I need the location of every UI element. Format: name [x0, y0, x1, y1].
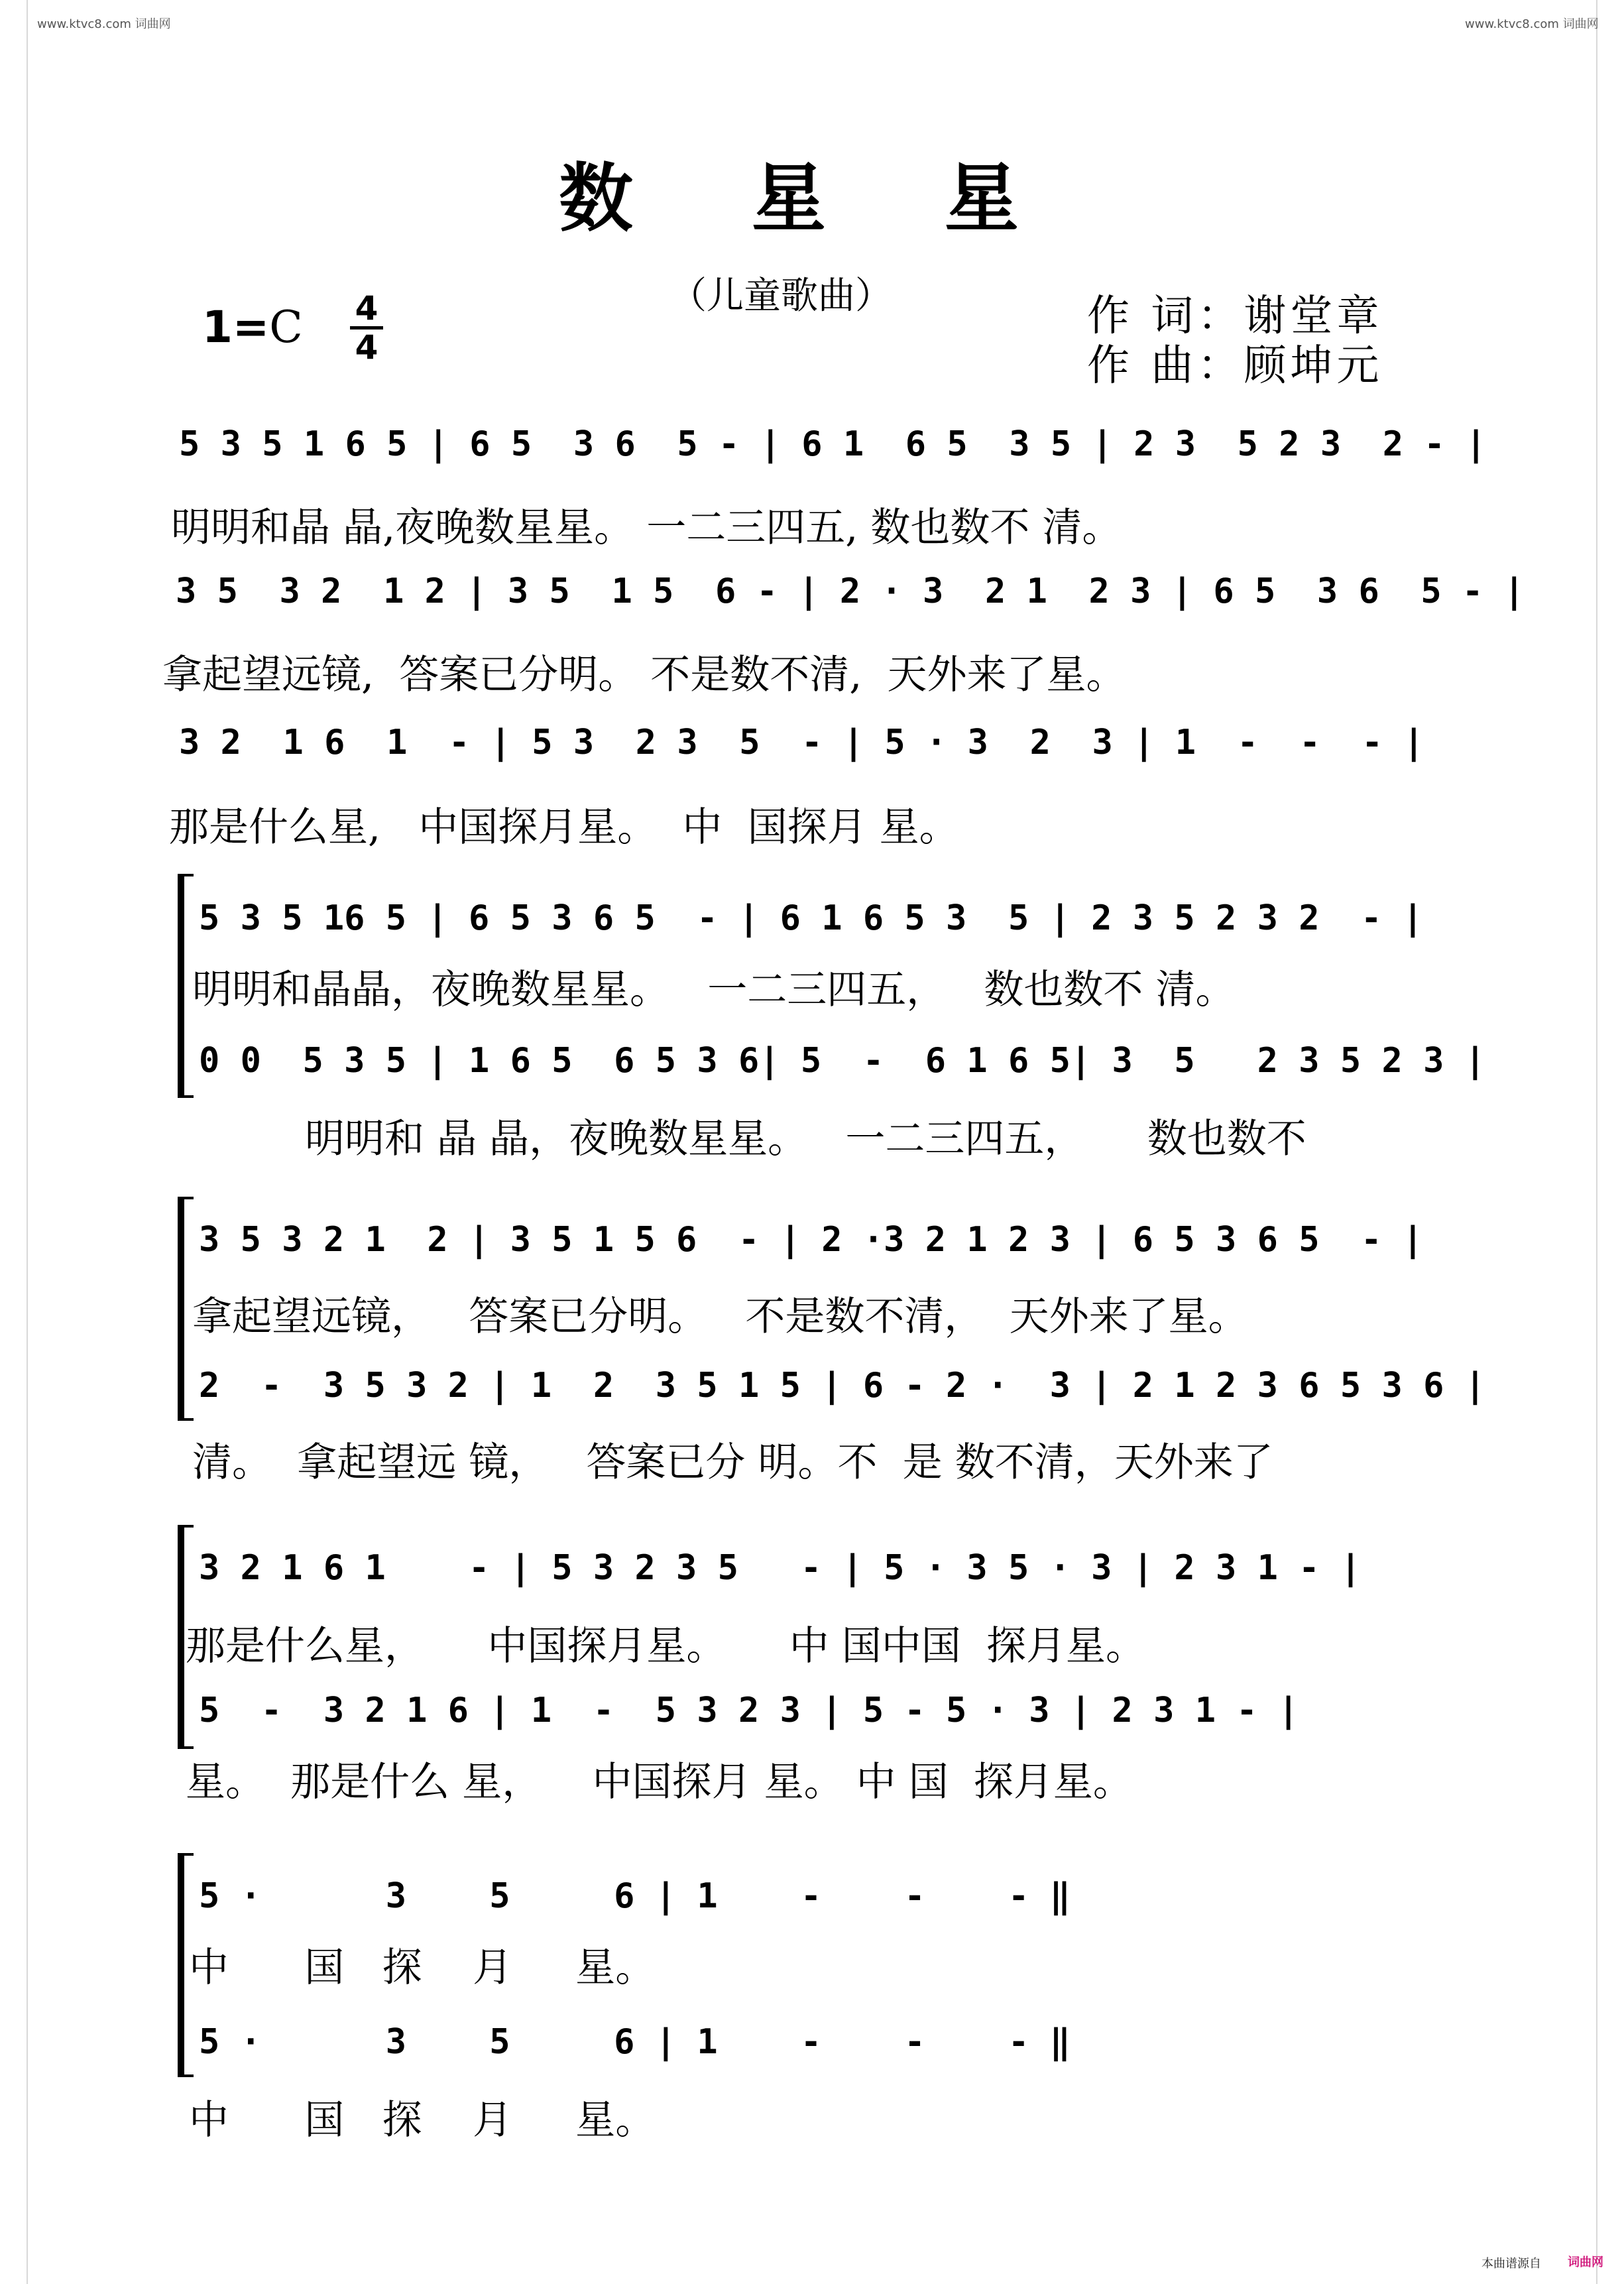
time-signature-top: 4 — [355, 289, 378, 328]
system-3-upper-notes: 3 2 1 6 1 - | 5 3 2 3 5 - | 5 · 3 5 · 3 | 2 3 1 - | — [199, 1548, 1362, 1588]
system-2-bracket — [178, 1197, 194, 1421]
time-signature-bottom: 4 — [355, 328, 378, 367]
system-2-upper-lyrics: 拿起望远镜， 答案已分明。 不是数不清， 天外来了星。 — [192, 1293, 1248, 1340]
site-label-right: www.ktvc8.com 词曲网 — [1465, 17, 1599, 31]
melody-line-3-notes: 3 2 1 6 1 - | 5 3 2 3 5 - | 5 · 3 2 3 | 1 - - - | — [179, 723, 1424, 762]
site-label-left: www.ktvc8.com 词曲网 — [37, 17, 171, 31]
system-2-lower-notes: 2 - 3 5 3 2 | 1 2 3 5 1 5 | 6 - 2 · 3 | 2 1 2 3 6 5 3 6 | — [199, 1366, 1486, 1406]
system-3-lower-notes: 5 - 3 2 1 6 | 1 - 5 3 2 3 | 5 - 5 · 3 | 2 3 1 - | — [199, 1691, 1299, 1730]
left-border-line — [27, 0, 28, 2284]
system-3-lower-lyrics: 星。 那是什么 星， 中国探月 星。 中 国 探月星。 — [186, 1759, 1133, 1805]
system-1-lower-lyrics: 明明和 晶 晶，夜晚数星星。 一二三四五， 数也数不 — [305, 1116, 1306, 1162]
footer-source-label: 本曲谱源自 — [1481, 2257, 1541, 2271]
key-letter: C — [269, 302, 303, 353]
right-watermark-strip — [1609, 53, 1621, 2241]
melody-line-2-lyrics: 拿起望远镜, 答案已分明。 不是数不清, 天外来了星。 — [162, 652, 1126, 698]
left-watermark-strip — [3, 53, 15, 2241]
song-subtitle: （儿童歌曲） — [669, 274, 892, 318]
system-1-lower-notes: 0 0 5 3 5 | 1 6 5 6 5 3 6| 5 - 6 1 6 5| 3 5 2 3 5 2 3 | — [199, 1041, 1486, 1081]
melody-line-3-lyrics: 那是什么星, 中国探月星。 中 国探月 星。 — [169, 804, 959, 851]
right-border-line — [1596, 0, 1597, 2284]
system-1-upper-notes: 5 3 5 16 5 | 6 5 3 6 5 - | 6 1 6 5 3 5 | 2 3 5 2 3 2 - | — [199, 898, 1424, 938]
system-3-upper-lyrics: 那是什么星， 中国探月星。 中 国中国 探月星。 — [186, 1623, 1145, 1669]
system-4-lower-notes: 5 · 3 5 6 | 1 - - - ‖ — [199, 2022, 1071, 2062]
system-2-lower-lyrics: 清。 拿起望远 镜， 答案已分 明。不 是 数不清，天外来了 — [192, 1439, 1273, 1486]
system-4-upper-notes: 5 · 3 5 6 | 1 - - - ‖ — [199, 1876, 1071, 1916]
footer-source-logo: 词曲网 — [1568, 2255, 1603, 2269]
system-2-upper-notes: 3 5 3 2 1 2 | 3 5 1 5 6 - | 2 ·3 2 1 2 3 | 6 5 3 6 5 - | — [199, 1220, 1424, 1260]
song-title: 数 星 星 — [559, 155, 1065, 242]
melody-line-1-lyrics: 明明和晶 晶,夜晚数星星。 一二三四五, 数也数不 清。 — [171, 505, 1122, 551]
system-1-upper-lyrics: 明明和晶晶，夜晚数星星。 一二三四五， 数也数不 清。 — [192, 967, 1236, 1013]
melody-line-1-notes: 5 3 5 1 6 5 | 6 5 3 6 5 - | 6 1 6 5 3 5 | 2 3 5 2 3 2 - | — [179, 424, 1487, 464]
system-4-upper-lyrics: 中 国 探 月 星。 — [189, 1945, 656, 1991]
key-signature — [202, 302, 303, 353]
time-signature — [350, 289, 383, 367]
composer-credit: 作 曲：顾坤元 — [1087, 341, 1383, 391]
system-1-bracket — [178, 874, 194, 1098]
system-4-lower-lyrics: 中 国 探 月 星。 — [189, 2097, 656, 2143]
melody-line-2-notes: 3 5 3 2 1 2 | 3 5 1 5 6 - | 2 · 3 2 1 2 3 | 6 5 3 6 5 - | — [176, 571, 1525, 611]
key-prefix: 1= — [202, 302, 270, 353]
lyricist-credit: 作 词：谢堂章 — [1087, 292, 1383, 341]
